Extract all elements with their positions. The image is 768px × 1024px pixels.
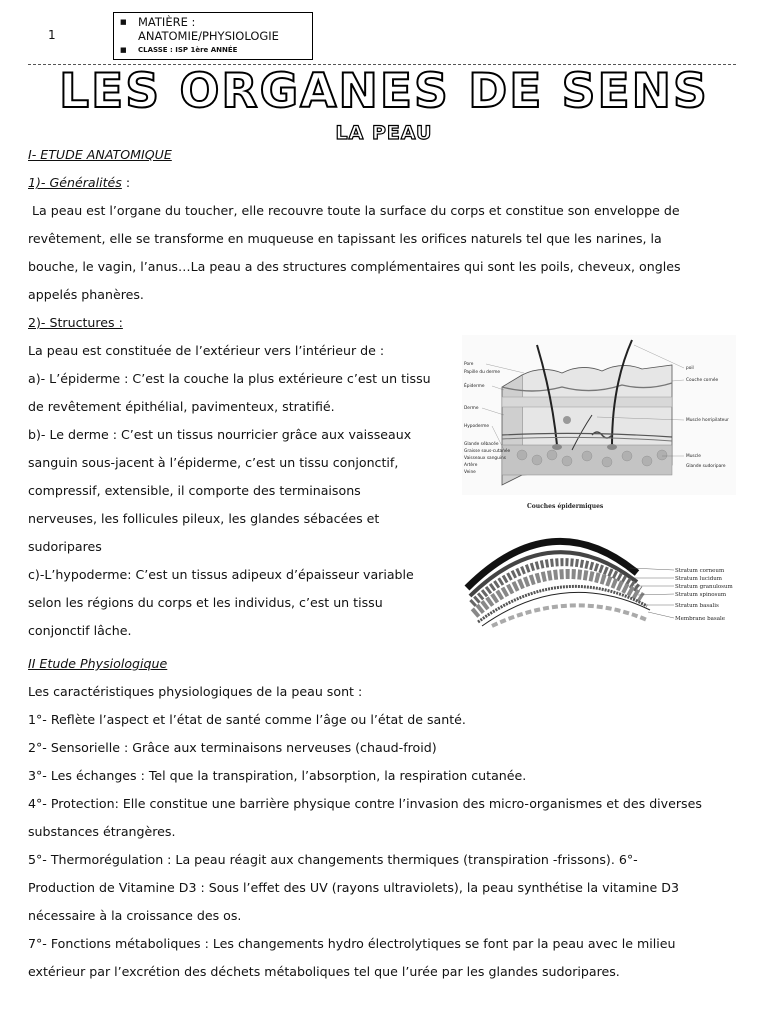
fig2-label: Stratum basalis [675, 603, 719, 609]
fig2-title: Couches épidermiques [527, 503, 604, 510]
fig1-label: Derme [464, 406, 479, 411]
physio-line-2: 1°- Reflète l’aspect et l’état de santé comme l’âge ou l’état de santé. [28, 712, 466, 727]
fig1-label: poil [686, 366, 694, 371]
page-subtitle: LA PEAU [335, 122, 433, 144]
section1-heading: I- ETUDE ANATOMIQUE [28, 147, 172, 162]
sub2-line-4: b)- Le derme : C’est un tissus nourricier grâce aux vaisseaux [28, 427, 412, 442]
fig1-label: Couche cornée [686, 378, 719, 383]
sub2-line-7: nerveuses, les follicules pileux, les glandes sébacées et [28, 511, 380, 526]
fig1-label: Veine [464, 470, 476, 475]
sub2-line-3: de revêtement épithélial, pavimenteux, stratifié. [28, 399, 335, 414]
physio-line-7: 5°- Thermorégulation : La peau réagit aux changements thermiques (transpiration -frissons). 6°- [28, 852, 638, 867]
fig1-label: Épiderme [464, 384, 485, 389]
fig2-label: Stratum corneum [675, 568, 725, 574]
sub2-line-8: sudoripares [28, 539, 102, 554]
sub1-colon: : [121, 175, 131, 190]
fig2-label: Stratum granulosum [675, 584, 733, 590]
fig1-label: Graisse sous-cutanée [464, 449, 511, 454]
physio-line-3: 2°- Sensorielle : Grâce aux terminaisons nerveuses (chaud-froid) [28, 740, 437, 755]
sub1-line-1: La peau est l’organe du toucher, elle recouvre toute la surface du corps et constitue son enveloppe de [28, 203, 680, 218]
section2-heading: II Etude Physiologique [28, 656, 168, 671]
physio-line-11: extérieur par l’excrétion des déchets métaboliques tel que l’urée par les glandes sudoripares. [28, 964, 620, 979]
fig2-label: Membrane basale [675, 616, 725, 622]
physio-line-10: 7°- Fonctions métaboliques : Les changements hydro électrolytiques se font par la peau avec le milieu [28, 936, 676, 951]
bullet-icon: ■ [120, 18, 127, 26]
sub2-line-11: conjonctif lâche. [28, 623, 132, 638]
epidermal-layers-figure [462, 498, 736, 628]
sub2-line-1: La peau est constituée de l’extérieur vers l’intérieur de : [28, 343, 385, 358]
sub1-heading-line [28, 169, 130, 197]
physio-line-5: 4°- Protection: Elle constitue une barrière physique contre l’invasion des micro-organismes et des diverses [28, 796, 702, 811]
fig2-label: Stratum spinosum [675, 592, 727, 598]
sub2-line-10: selon les régions du corps et les individus, c’est un tissu [28, 595, 383, 610]
skin-cross-section-figure [462, 335, 736, 495]
subject-value: ANATOMIE/PHYSIOLOGIE [138, 29, 279, 43]
sub1-line-3: bouche, le vagin, l’anus…La peau a des structures complémentaires qui sont les poils, cheveux, ongles [28, 259, 681, 274]
page-number: 1 [48, 28, 56, 42]
physio-line-1: Les caractéristiques physiologiques de la peau sont : [28, 684, 363, 699]
physio-line-4: 3°- Les échanges : Tel que la transpiration, l’absorption, la respiration cutanée. [28, 768, 527, 783]
sub2-line-9: c)-L’hypoderme: C’est un tissus adipeux d’épaisseur variable [28, 567, 414, 582]
fig1-label: Papille du derme [464, 370, 501, 375]
course-info-box [113, 12, 313, 60]
sub1-line-2: revêtement, elle se transforme en muqueuse en tapissant les orifices naturels tel que les narines, la [28, 231, 662, 246]
fig1-label: Glande sudoripare [686, 464, 726, 469]
subject-label: MATIÈRE : [138, 15, 196, 29]
sub2-line-2: a)- L’épiderme : C’est la couche la plus extérieure c’est un tissu [28, 371, 431, 386]
page-title: LES ORGANES DE SENS [59, 64, 709, 119]
fig1-label: Muscle horripilateur [686, 418, 729, 423]
sub2-line-5: sanguin sous-jacent à l’épiderme, c’est un tissu conjonctif, [28, 455, 399, 470]
class-label: CLASSE : ISP 1ère ANNÉE [138, 46, 238, 54]
fig1-label: Hypoderme [464, 424, 490, 429]
bullet-icon: ■ [120, 46, 127, 54]
sub2-heading: 2)- Structures : [28, 315, 123, 330]
physio-line-6: substances étrangères. [28, 824, 176, 839]
sub1-heading: 1)- Généralités [28, 175, 122, 190]
sub2-line-6: compressif, extensible, il comporte des terminaisons [28, 483, 361, 498]
physio-line-8: Production de Vitamine D3 : Sous l’effet des UV (rayons ultraviolets), la peau synthétise la vitamine D3 [28, 880, 679, 895]
physio-line-9: nécessaire à la croissance des os. [28, 908, 242, 923]
fig1-label: Pore [464, 362, 474, 367]
fig1-label: Vaisseaux sanguins [464, 456, 507, 461]
sub1-line-4: appelés phanères. [28, 287, 144, 302]
fig1-label: Glande sébacée [464, 442, 499, 447]
fig1-label: Artère [464, 463, 478, 468]
fig1-label: Muscle [686, 454, 701, 459]
fig2-label: Stratum lucidum [675, 576, 723, 582]
